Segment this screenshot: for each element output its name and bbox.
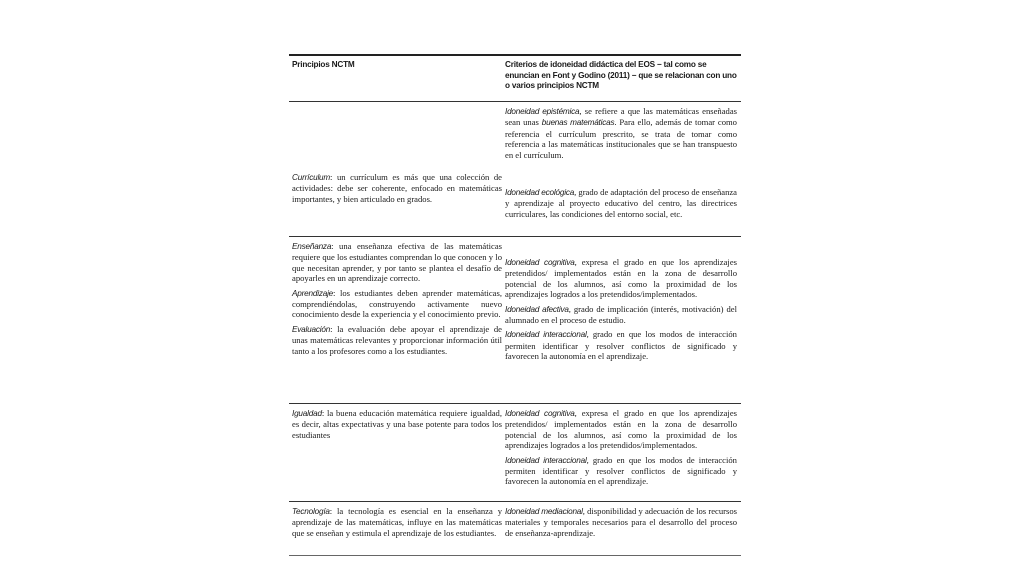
principle-text: : la tecnología es esencial en la enseñanza y aprendizaje de las matemáticas, influye en las matemáticas que se enseñan y estimula el aprendizaje de los estudiantes. <box>292 506 502 538</box>
criterion-paragraph <box>505 257 737 300</box>
criterion-term-emphasis: buenas matemáticas <box>541 118 615 128</box>
principle-paragraph <box>292 241 502 284</box>
criterion-text: , expresa el grado en que los aprendizajes pretendidos/ implementados están en la zona de desarrollo potencial de los alumnos, así como la proximidad de los aprendizajes logrados a los pretendidos/implementados. <box>505 408 737 451</box>
criteria-cell <box>505 506 737 542</box>
criterion-paragraph <box>505 187 737 219</box>
principle-cell <box>292 172 502 208</box>
principle-term: Aprendizaje <box>292 288 334 298</box>
table-bottom-rule <box>289 555 741 556</box>
criterion-text: , grado de implicación (interés, motivación) del alumnado en el proceso de estudio. <box>505 303 737 326</box>
principle-paragraph <box>292 408 502 440</box>
principle-paragraph <box>292 288 502 320</box>
header-principles-nctm: Principios NCTM <box>292 60 355 69</box>
principle-paragraph <box>292 172 502 204</box>
principle-cell <box>292 241 502 360</box>
criterion-text: , grado en que los modos de interacción permiten identificar y resolver conflictos de significado y favorecen la autonomía en el aprendizaje. <box>505 329 737 362</box>
principle-text: : los estudiantes deben aprender matemáticas, comprendiéndolas, construyendo activamente nuevo conocimiento desde la experiencia y el conocimiento previo. <box>292 287 502 320</box>
criterion-text: , grado en que los modos de interacción permiten identificar y resolver conflictos de significado y favorecen la autonomía en el aprendizaje. <box>505 454 737 487</box>
criterion-term: Idoneidad ecológica <box>505 188 575 198</box>
criterion-paragraph <box>505 506 737 538</box>
criterion-text: , grado de adaptación del proceso de enseñanza y aprendizaje al proyecto educativo del centro, las directrices curriculares, las condiciones del entorno social, etc. <box>505 187 737 219</box>
criterion-term: Idoneidad mediacional <box>505 507 583 516</box>
principle-text: : un currículum es más que una colección de actividades: debe ser coherente, enfocado en matemáticas importantes, y bien articulado en grados. <box>292 172 502 204</box>
table-row <box>289 236 741 404</box>
principle-text: : la evaluación debe apoyar el aprendizaje de unas matemáticas relevantes y proporcionar información útil tanto a los profesores como a los estudiantes. <box>292 323 502 356</box>
principle-term: Enseñanza <box>292 242 332 251</box>
criterion-term: Idoneidad interaccional <box>505 330 587 340</box>
principle-paragraph <box>292 324 502 356</box>
principle-text: : la buena educación matemática requiere igualdad, es decir, altas expectativas y una base potente para todos los estudiantes <box>292 408 502 440</box>
criterion-paragraph <box>505 329 737 361</box>
principle-term: Evaluación <box>292 324 331 334</box>
criteria-cell <box>505 106 737 223</box>
criterion-term: Idoneidad interaccional <box>505 455 587 465</box>
principle-cell <box>292 408 502 444</box>
table-header-row <box>289 54 741 102</box>
criterion-term: Idoneidad epistémica <box>505 107 580 116</box>
criterion-text: , expresa el grado en que los aprendizajes pretendidos/ implementados están en la zona de desarrollo potencial de los alumnos, así como la proximidad de los aprendizajes logrados a los pretendidos/implementados. <box>505 257 737 300</box>
criterion-term: Idoneidad afectiva <box>505 304 569 314</box>
criterion-paragraph <box>505 408 737 451</box>
criterion-term: Idoneidad cognitiva <box>505 409 575 418</box>
criterion-paragraph <box>505 106 737 160</box>
principle-cell <box>292 506 502 542</box>
criteria-cell <box>505 257 737 366</box>
criterion-term: Idoneidad cognitiva <box>505 258 575 267</box>
principle-paragraph <box>292 506 502 538</box>
criterion-text: , se refiere a que las matemáticas enseñadas sean unas <box>505 106 737 128</box>
criterion-paragraph <box>505 304 737 326</box>
criterion-text-continued: . Para ello, además de tomar como referencia el currículum prescrito, se trata de tomar como referencia a las matemáticas institucionales que se han transpuesto en el currículum. <box>505 117 737 160</box>
table-row <box>289 501 741 556</box>
principle-term: Tecnología <box>292 507 330 516</box>
table-row <box>289 403 741 502</box>
criterion-paragraph <box>505 455 737 487</box>
principle-term: Igualdad <box>292 409 322 418</box>
table-row <box>289 101 741 237</box>
criteria-cell <box>505 408 737 491</box>
principle-term: Currículum <box>292 173 331 182</box>
criterion-text: , disponibilidad y adecuación de los recursos materiales y temporales necesarios para el desarrollo del proceso de enseñanza-aprendizaje. <box>505 506 737 538</box>
header-criteria-eos: Criterios de idoneidad didáctica del EOS − tal como se enuncian en Font y Godino (2011) − que se relacionan con uno o varios principios NCTM <box>505 60 737 91</box>
principle-text: : una enseñanza efectiva de las matemáticas requiere que los estudiantes comprendan lo que conocen y lo que necesitan aprender, y por tanto se plantea el desafío de apoyarles en un aprendizaje correcto. <box>292 241 502 284</box>
